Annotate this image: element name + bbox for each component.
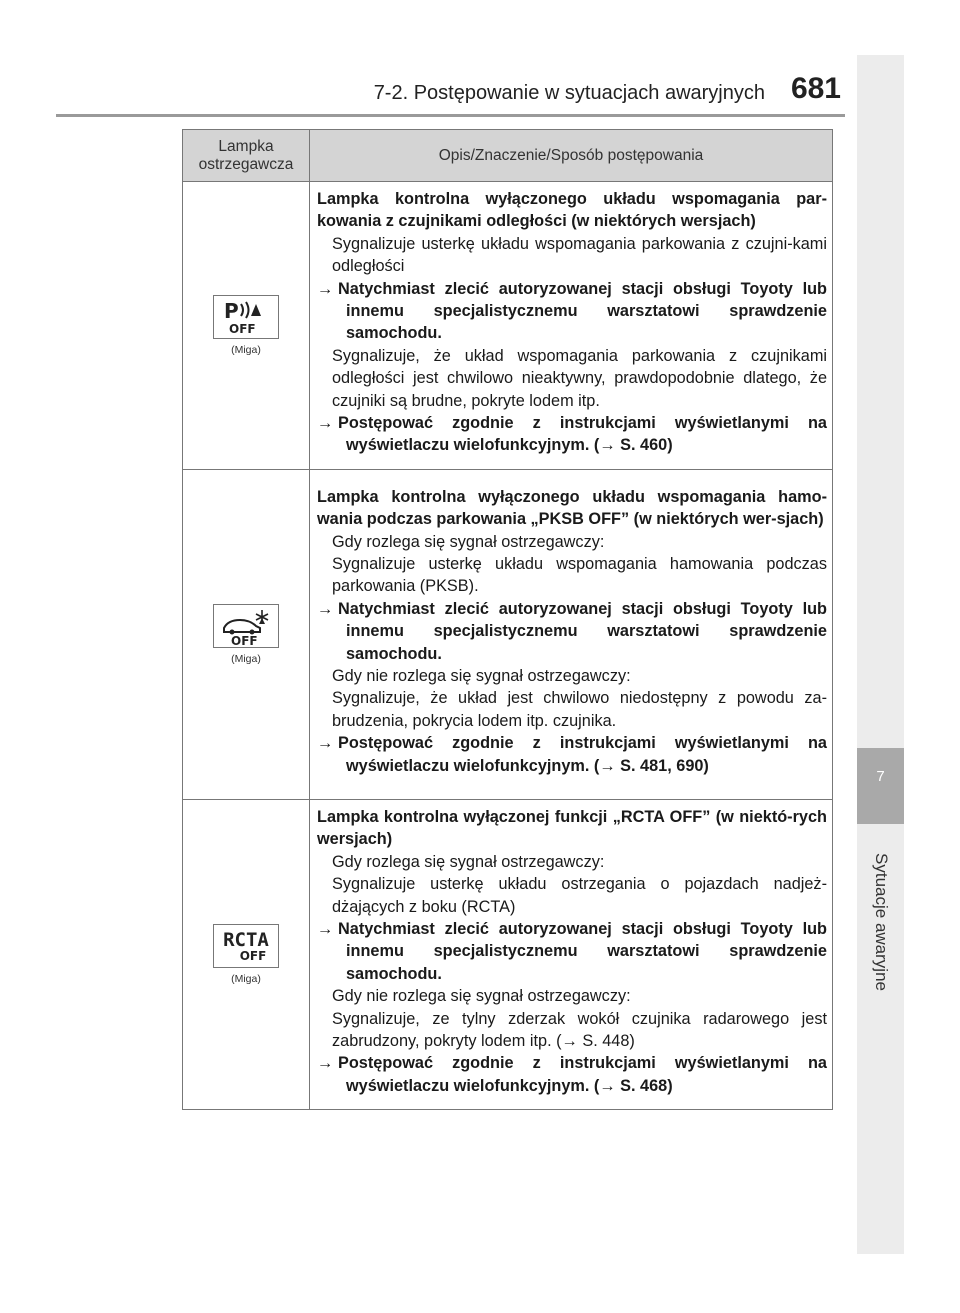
lamp-description: Sygnalizuje usterkę układu ostrzegania o pojazdach nadjeż-dżających z boku (RCTA) [332, 875, 827, 916]
description-cell [310, 469, 833, 799]
lamp-cell [183, 182, 310, 470]
arrow-right-icon: → [317, 279, 334, 298]
arrow-right-icon: → [317, 599, 334, 618]
action-item: → Postępować zgodnie z instrukcjami wyświetlanymi na wyświetlaczu wielofunkcyjnym. (→ S. 460) [317, 414, 827, 455]
side-tab-strip [857, 55, 904, 748]
arrow-right-icon: → [317, 734, 334, 753]
table-header-row [183, 130, 833, 182]
table-row [183, 799, 833, 1109]
lamp-cell [183, 469, 310, 799]
arrow-right-icon: → [317, 919, 334, 938]
lamp-title: Lampka kontrolna wyłączonego układu wspomagania hamo-wania podczas parkowania „PKSB OFF” (w niektórych wer-sjach) [317, 487, 827, 529]
action-item: → Natychmiast zlecić autoryzowanej stacji obsługi Toyoty lub innemu specjalistycznemu warsztatowi sprawdzenie samochodu. [317, 919, 827, 983]
lamp-description: Sygnalizuje, ze tylny zderzak wokół czujnika radarowego jest zabrudzony, pokryty lodem itp. (→ S. 448) [332, 1009, 827, 1050]
condition-text: Gdy nie rozlega się sygnał ostrzegawczy: [332, 987, 631, 1006]
rcta-off-icon [213, 924, 279, 968]
lamp-title: Lampka kontrolna wyłączonej funkcji „RCTA OFF” (w niektó-rych wersjach) [317, 807, 827, 849]
rcta-icon-text: RCTA [223, 928, 269, 951]
warning-lamp-table [182, 129, 833, 1110]
lamp-description: Sygnalizuje, że układ jest chwilowo niedostępny z powodu za-brudzenia, pokrycia lodem itp. czujnika. [332, 689, 827, 730]
action-item: → Natychmiast zlecić autoryzowanej stacji obsługi Toyoty lub innemu specjalistycznemu warsztatowi sprawdzenie samochodu. [317, 599, 827, 663]
svg-text:P: P [224, 298, 239, 323]
lamp-state-label: (Miga) [231, 652, 261, 665]
chapter-label-tab[interactable] [857, 824, 904, 1254]
arrow-right-icon: → [317, 1054, 334, 1073]
arrow-right-icon: → [317, 414, 334, 433]
rcta-icon-off-text: OFF [239, 948, 267, 963]
svg-text:OFF: OFF [231, 633, 258, 646]
lamp-cell [183, 799, 310, 1109]
condition-text: Gdy rozlega się sygnał ostrzegawczy: [332, 852, 605, 871]
description-cell [310, 182, 833, 470]
lamp-description: Sygnalizuje, że układ wspomagania parkowania z czujnikami odległości jest chwilowo nieaktywny, prawdopodobnie dlatego, że czujniki są brudne, pokryte lodem itp. [332, 346, 827, 410]
column-header-lamp: Lampka ostrzegawcza [183, 130, 310, 182]
lamp-state-label: (Miga) [231, 973, 261, 986]
action-item: → Postępować zgodnie z instrukcjami wyświetlanymi na wyświetlaczu wielofunkcyjnym. (→ S. 468) [317, 1054, 827, 1095]
pksb-off-icon [213, 604, 279, 648]
lamp-description: Sygnalizuje usterkę układu wspomagania hamowania podczas parkowania (PKSB). [332, 554, 827, 596]
page-number: 681 [790, 72, 841, 105]
table-row [183, 469, 833, 799]
lamp-title: Lampka kontrolna wyłączonego układu wspomagania par-kowania z czujnikami odległości (w niektórych wersjach) [317, 190, 827, 231]
lamp-description: Sygnalizuje usterkę układu wspomagania parkowania z czujni-kami odległości [332, 234, 827, 276]
column-header-description: Opis/Znaczenie/Sposób postępowania [310, 130, 833, 182]
condition-text: Gdy rozlega się sygnał ostrzegawczy: [332, 532, 605, 551]
description-cell [310, 799, 833, 1109]
action-item: → Postępować zgodnie z instrukcjami wyświetlanymi na wyświetlaczu wielofunkcyjnym. (→ S. 481, 690) [317, 734, 827, 775]
parking-sensor-off-icon [213, 295, 279, 339]
chapter-label: Sytuacje awaryjne [871, 853, 891, 991]
chapter-number-tab[interactable]: 7 [857, 748, 904, 824]
action-item: → Natychmiast zlecić autoryzowanej stacji obsługi Toyoty lub innemu specjalistycznemu warsztatowi sprawdzenie samochodu. [317, 279, 827, 343]
header-divider [56, 114, 845, 117]
svg-text:OFF: OFF [229, 321, 256, 336]
section-title: 7-2. Postępowanie w sytuacjach awaryjnych [373, 82, 765, 104]
condition-text: Gdy nie rozlega się sygnał ostrzegawczy: [332, 666, 631, 685]
lamp-state-label: (Miga) [231, 343, 261, 356]
table-row [183, 182, 833, 470]
page-header [0, 72, 845, 116]
